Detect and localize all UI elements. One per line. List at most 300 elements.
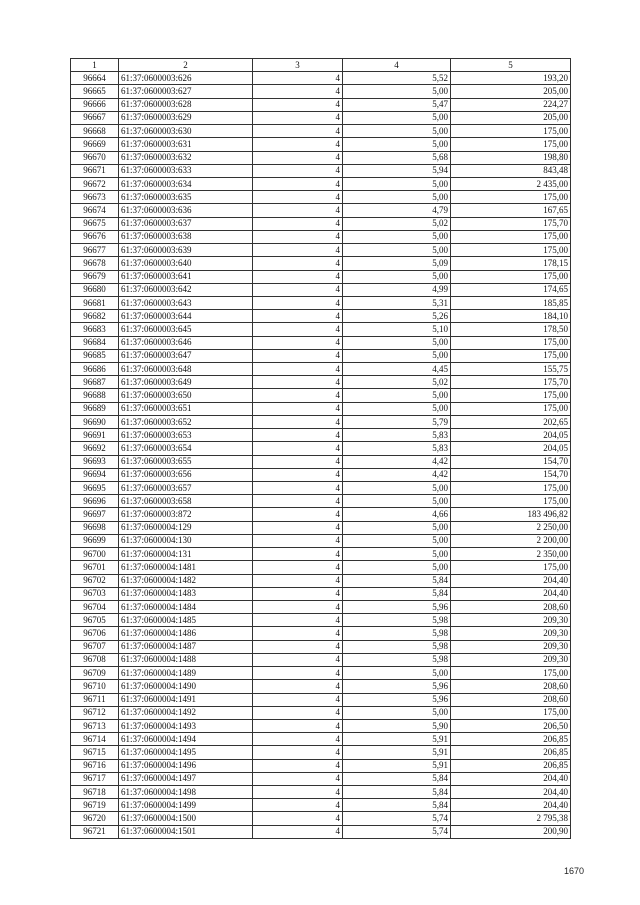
table-row: [71, 270, 571, 283]
amount-cell: 175,70: [451, 376, 571, 389]
table-row: [71, 125, 571, 138]
amount-cell: 155,75: [451, 363, 571, 376]
cadastral-number-cell: 61:37:0600004:1495: [119, 746, 253, 759]
amount-cell: 175,00: [451, 336, 571, 349]
amount-cell: 175,00: [451, 389, 571, 402]
class-cell: 4: [253, 733, 343, 746]
class-cell: 4: [253, 627, 343, 640]
row-number-cell: 96673: [71, 191, 119, 204]
value-cell: 5,00: [343, 389, 451, 402]
amount-cell: 178,15: [451, 257, 571, 270]
class-cell: 4: [253, 389, 343, 402]
class-cell: 4: [253, 164, 343, 177]
table-row: [71, 548, 571, 561]
row-number-cell: 96686: [71, 363, 119, 376]
amount-cell: 175,00: [451, 125, 571, 138]
value-cell: 5,96: [343, 680, 451, 693]
value-cell: 5,00: [343, 534, 451, 547]
table-row: [71, 693, 571, 706]
value-cell: 5,91: [343, 759, 451, 772]
amount-cell: 178,50: [451, 323, 571, 336]
class-cell: 4: [253, 640, 343, 653]
table-row: [71, 204, 571, 217]
row-number-cell: 96713: [71, 719, 119, 732]
cadastral-number-cell: 61:37:0600003:644: [119, 310, 253, 323]
value-cell: 5,02: [343, 217, 451, 230]
row-number-cell: 96707: [71, 640, 119, 653]
row-number-cell: 96716: [71, 759, 119, 772]
amount-cell: 224,27: [451, 98, 571, 111]
class-cell: 4: [253, 310, 343, 323]
cadastral-number-cell: 61:37:0600003:638: [119, 230, 253, 243]
amount-cell: 175,00: [451, 244, 571, 257]
amount-cell: 209,30: [451, 627, 571, 640]
class-cell: 4: [253, 363, 343, 376]
table-row: [71, 376, 571, 389]
amount-cell: 208,60: [451, 693, 571, 706]
table-row: [71, 429, 571, 442]
table-row: [71, 323, 571, 336]
amount-cell: 174,65: [451, 283, 571, 296]
value-cell: 5,84: [343, 587, 451, 600]
class-cell: 4: [253, 111, 343, 124]
cadastral-number-cell: 61:37:0600003:649: [119, 376, 253, 389]
header-row: [71, 59, 571, 72]
row-number-cell: 96679: [71, 270, 119, 283]
cadastral-number-cell: 61:37:0600003:631: [119, 138, 253, 151]
cadastral-number-cell: 61:37:0600003:639: [119, 244, 253, 257]
table-row: [71, 257, 571, 270]
class-cell: 4: [253, 336, 343, 349]
cadastral-number-cell: 61:37:0600004:1500: [119, 812, 253, 825]
amount-cell: 175,00: [451, 349, 571, 362]
value-cell: 5,84: [343, 772, 451, 785]
amount-cell: 175,00: [451, 230, 571, 243]
table-row: [71, 98, 571, 111]
amount-cell: 2 435,00: [451, 177, 571, 190]
row-number-cell: 96682: [71, 310, 119, 323]
table-row: [71, 244, 571, 257]
row-number-cell: 96691: [71, 429, 119, 442]
row-number-cell: 96683: [71, 323, 119, 336]
cadastral-number-cell: 61:37:0600003:647: [119, 349, 253, 362]
amount-cell: 200,90: [451, 825, 571, 838]
table-row: [71, 111, 571, 124]
cadastral-number-cell: 61:37:0600003:643: [119, 296, 253, 309]
value-cell: 5,74: [343, 825, 451, 838]
value-cell: 5,52: [343, 72, 451, 85]
row-number-cell: 96701: [71, 561, 119, 574]
row-number-cell: 96720: [71, 812, 119, 825]
amount-cell: 204,05: [451, 429, 571, 442]
page-number: 1670: [563, 866, 584, 876]
row-number-cell: 96670: [71, 151, 119, 164]
cadastral-number-cell: 61:37:0600003:636: [119, 204, 253, 217]
value-cell: 5,00: [343, 706, 451, 719]
class-cell: 4: [253, 600, 343, 613]
value-cell: 5,00: [343, 402, 451, 415]
row-number-cell: 96717: [71, 772, 119, 785]
row-number-cell: 96669: [71, 138, 119, 151]
class-cell: 4: [253, 667, 343, 680]
amount-cell: 2 200,00: [451, 534, 571, 547]
amount-cell: 175,00: [451, 482, 571, 495]
row-number-cell: 96668: [71, 125, 119, 138]
value-cell: 5,83: [343, 442, 451, 455]
cadastral-number-cell: 61:37:0600004:131: [119, 548, 253, 561]
table-row: [71, 402, 571, 415]
amount-cell: 175,00: [451, 270, 571, 283]
class-cell: 4: [253, 230, 343, 243]
table-row: [71, 825, 571, 838]
cadastral-number-cell: 61:37:0600003:628: [119, 98, 253, 111]
class-cell: 4: [253, 125, 343, 138]
class-cell: 4: [253, 548, 343, 561]
class-cell: 4: [253, 574, 343, 587]
cadastral-number-cell: 61:37:0600003:650: [119, 389, 253, 402]
cadastral-number-cell: 61:37:0600003:653: [119, 429, 253, 442]
class-cell: 4: [253, 680, 343, 693]
value-cell: 5,00: [343, 336, 451, 349]
table-row: [71, 521, 571, 534]
class-cell: 4: [253, 521, 343, 534]
table-row: [71, 495, 571, 508]
class-cell: 4: [253, 244, 343, 257]
amount-cell: 198,80: [451, 151, 571, 164]
value-cell: 5,98: [343, 627, 451, 640]
amount-cell: 183 496,82: [451, 508, 571, 521]
table-row: [71, 138, 571, 151]
value-cell: 5,91: [343, 733, 451, 746]
value-cell: 5,00: [343, 138, 451, 151]
class-cell: 4: [253, 429, 343, 442]
row-number-cell: 96672: [71, 177, 119, 190]
amount-cell: 206,50: [451, 719, 571, 732]
row-number-cell: 96710: [71, 680, 119, 693]
amount-cell: 206,85: [451, 759, 571, 772]
cadastral-number-cell: 61:37:0600003:648: [119, 363, 253, 376]
amount-cell: 193,20: [451, 72, 571, 85]
class-cell: 4: [253, 746, 343, 759]
row-number-cell: 96709: [71, 667, 119, 680]
cadastral-number-cell: 61:37:0600003:658: [119, 495, 253, 508]
cadastral-number-cell: 61:37:0600003:629: [119, 111, 253, 124]
row-number-cell: 96697: [71, 508, 119, 521]
amount-cell: 175,00: [451, 706, 571, 719]
class-cell: 4: [253, 587, 343, 600]
table-row: [71, 310, 571, 323]
amount-cell: 175,00: [451, 138, 571, 151]
cadastral-number-cell: 61:37:0600004:1491: [119, 693, 253, 706]
table-row: [71, 534, 571, 547]
value-cell: 4,99: [343, 283, 451, 296]
class-cell: 4: [253, 786, 343, 799]
table-row: [71, 72, 571, 85]
table-row: [71, 772, 571, 785]
class-cell: 4: [253, 257, 343, 270]
class-cell: 4: [253, 614, 343, 627]
cadastral-number-cell: 61:37:0600003:627: [119, 85, 253, 98]
row-number-cell: 96678: [71, 257, 119, 270]
class-cell: 4: [253, 402, 343, 415]
class-cell: 4: [253, 534, 343, 547]
class-cell: 4: [253, 455, 343, 468]
value-cell: 5,00: [343, 191, 451, 204]
table-row: [71, 759, 571, 772]
table-row: [71, 363, 571, 376]
value-cell: 5,10: [343, 323, 451, 336]
amount-cell: 185,85: [451, 296, 571, 309]
amount-cell: 208,60: [451, 680, 571, 693]
amount-cell: 2 350,00: [451, 548, 571, 561]
table-row: [71, 336, 571, 349]
class-cell: 4: [253, 759, 343, 772]
amount-cell: 205,00: [451, 85, 571, 98]
table-header: [71, 59, 571, 72]
class-cell: 4: [253, 482, 343, 495]
value-cell: 5,47: [343, 98, 451, 111]
value-cell: 5,00: [343, 667, 451, 680]
row-number-cell: 96681: [71, 296, 119, 309]
cadastral-number-cell: 61:37:0600003:635: [119, 191, 253, 204]
table-row: [71, 706, 571, 719]
class-cell: 4: [253, 719, 343, 732]
table-row: [71, 799, 571, 812]
table-row: [71, 640, 571, 653]
class-cell: 4: [253, 468, 343, 481]
header-col-3: 3: [253, 59, 343, 72]
value-cell: 5,98: [343, 653, 451, 666]
row-number-cell: 96685: [71, 349, 119, 362]
row-number-cell: 96687: [71, 376, 119, 389]
class-cell: 4: [253, 151, 343, 164]
class-cell: 4: [253, 270, 343, 283]
table-row: [71, 468, 571, 481]
cadastral-number-cell: 61:37:0600004:1485: [119, 614, 253, 627]
value-cell: 5,90: [343, 719, 451, 732]
row-number-cell: 96664: [71, 72, 119, 85]
amount-cell: 175,00: [451, 495, 571, 508]
table-row: [71, 786, 571, 799]
value-cell: 5,84: [343, 799, 451, 812]
row-number-cell: 96711: [71, 693, 119, 706]
cadastral-number-cell: 61:37:0600004:1497: [119, 772, 253, 785]
row-number-cell: 96704: [71, 600, 119, 613]
row-number-cell: 96677: [71, 244, 119, 257]
row-number-cell: 96721: [71, 825, 119, 838]
header-col-1: 1: [71, 59, 119, 72]
cadastral-number-cell: 61:37:0600004:1492: [119, 706, 253, 719]
row-number-cell: 96667: [71, 111, 119, 124]
row-number-cell: 96715: [71, 746, 119, 759]
amount-cell: 2 795,38: [451, 812, 571, 825]
class-cell: 4: [253, 825, 343, 838]
amount-cell: 154,70: [451, 455, 571, 468]
cadastral-number-cell: 61:37:0600003:641: [119, 270, 253, 283]
row-number-cell: 96665: [71, 85, 119, 98]
amount-cell: 204,40: [451, 786, 571, 799]
amount-cell: 202,65: [451, 415, 571, 428]
value-cell: 5,74: [343, 812, 451, 825]
cadastral-number-cell: 61:37:0600004:1488: [119, 653, 253, 666]
class-cell: 4: [253, 772, 343, 785]
row-number-cell: 96692: [71, 442, 119, 455]
value-cell: 5,98: [343, 640, 451, 653]
row-number-cell: 96708: [71, 653, 119, 666]
class-cell: 4: [253, 508, 343, 521]
cadastral-number-cell: 61:37:0600003:634: [119, 177, 253, 190]
value-cell: 5,84: [343, 574, 451, 587]
cadastral-number-cell: 61:37:0600004:130: [119, 534, 253, 547]
value-cell: 5,96: [343, 600, 451, 613]
table-row: [71, 217, 571, 230]
table-row: [71, 455, 571, 468]
value-cell: 5,91: [343, 746, 451, 759]
amount-cell: 2 250,00: [451, 521, 571, 534]
cadastral-number-cell: 61:37:0600003:651: [119, 402, 253, 415]
row-number-cell: 96719: [71, 799, 119, 812]
class-cell: 4: [253, 72, 343, 85]
header-col-5: 5: [451, 59, 571, 72]
row-number-cell: 96705: [71, 614, 119, 627]
amount-cell: 208,60: [451, 600, 571, 613]
value-cell: 5,00: [343, 495, 451, 508]
cadastral-number-cell: 61:37:0600004:1484: [119, 600, 253, 613]
table-row: [71, 614, 571, 627]
header-col-2: 2: [119, 59, 253, 72]
row-number-cell: 96696: [71, 495, 119, 508]
class-cell: 4: [253, 495, 343, 508]
cadastral-table: [70, 58, 571, 839]
value-cell: 4,42: [343, 468, 451, 481]
table-row: [71, 653, 571, 666]
row-number-cell: 96671: [71, 164, 119, 177]
value-cell: 5,84: [343, 786, 451, 799]
table-row: [71, 746, 571, 759]
row-number-cell: 96688: [71, 389, 119, 402]
class-cell: 4: [253, 217, 343, 230]
class-cell: 4: [253, 283, 343, 296]
class-cell: 4: [253, 812, 343, 825]
cadastral-number-cell: 61:37:0600003:654: [119, 442, 253, 455]
row-number-cell: 96690: [71, 415, 119, 428]
table-row: [71, 442, 571, 455]
row-number-cell: 96714: [71, 733, 119, 746]
amount-cell: 843,48: [451, 164, 571, 177]
row-number-cell: 96693: [71, 455, 119, 468]
value-cell: 5,68: [343, 151, 451, 164]
class-cell: 4: [253, 296, 343, 309]
value-cell: 5,00: [343, 548, 451, 561]
header-col-4: 4: [343, 59, 451, 72]
class-cell: 4: [253, 415, 343, 428]
cadastral-number-cell: 61:37:0600004:1482: [119, 574, 253, 587]
table-row: [71, 680, 571, 693]
cadastral-number-cell: 61:37:0600003:657: [119, 482, 253, 495]
value-cell: 5,26: [343, 310, 451, 323]
table-row: [71, 296, 571, 309]
value-cell: 5,83: [343, 429, 451, 442]
value-cell: 4,45: [343, 363, 451, 376]
table-row: [71, 415, 571, 428]
value-cell: 5,09: [343, 257, 451, 270]
cadastral-number-cell: 61:37:0600004:1487: [119, 640, 253, 653]
class-cell: 4: [253, 376, 343, 389]
cadastral-number-cell: 61:37:0600003:656: [119, 468, 253, 481]
amount-cell: 204,05: [451, 442, 571, 455]
amount-cell: 184,10: [451, 310, 571, 323]
value-cell: 5,00: [343, 85, 451, 98]
cadastral-number-cell: 61:37:0600003:646: [119, 336, 253, 349]
table-row: [71, 177, 571, 190]
value-cell: 5,96: [343, 693, 451, 706]
cadastral-number-cell: 61:37:0600003:872: [119, 508, 253, 521]
cadastral-number-cell: 61:37:0600003:652: [119, 415, 253, 428]
row-number-cell: 96695: [71, 482, 119, 495]
cadastral-number-cell: 61:37:0600003:640: [119, 257, 253, 270]
amount-cell: 209,30: [451, 640, 571, 653]
value-cell: 5,00: [343, 111, 451, 124]
amount-cell: 209,30: [451, 653, 571, 666]
row-number-cell: 96684: [71, 336, 119, 349]
table-row: [71, 283, 571, 296]
cadastral-number-cell: 61:37:0600004:1496: [119, 759, 253, 772]
cadastral-number-cell: 61:37:0600004:1490: [119, 680, 253, 693]
value-cell: 5,00: [343, 270, 451, 283]
class-cell: 4: [253, 138, 343, 151]
amount-cell: 175,00: [451, 191, 571, 204]
class-cell: 4: [253, 349, 343, 362]
row-number-cell: 96700: [71, 548, 119, 561]
table-row: [71, 151, 571, 164]
row-number-cell: 96666: [71, 98, 119, 111]
cadastral-number-cell: 61:37:0600003:645: [119, 323, 253, 336]
amount-cell: 209,30: [451, 614, 571, 627]
cadastral-number-cell: 61:37:0600004:1493: [119, 719, 253, 732]
table-row: [71, 600, 571, 613]
amount-cell: 154,70: [451, 468, 571, 481]
row-number-cell: 96676: [71, 230, 119, 243]
table-row: [71, 627, 571, 640]
cadastral-number-cell: 61:37:0600004:1483: [119, 587, 253, 600]
cadastral-number-cell: 61:37:0600004:1494: [119, 733, 253, 746]
table-row: [71, 389, 571, 402]
value-cell: 5,00: [343, 177, 451, 190]
class-cell: 4: [253, 98, 343, 111]
row-number-cell: 96718: [71, 786, 119, 799]
amount-cell: 204,40: [451, 574, 571, 587]
row-number-cell: 96675: [71, 217, 119, 230]
cadastral-number-cell: 61:37:0600003:626: [119, 72, 253, 85]
value-cell: 5,00: [343, 125, 451, 138]
cadastral-number-cell: 61:37:0600003:633: [119, 164, 253, 177]
value-cell: 5,31: [343, 296, 451, 309]
table-row: [71, 482, 571, 495]
table-row: [71, 733, 571, 746]
amount-cell: 205,00: [451, 111, 571, 124]
class-cell: 4: [253, 85, 343, 98]
value-cell: 5,00: [343, 349, 451, 362]
class-cell: 4: [253, 693, 343, 706]
cadastral-number-cell: 61:37:0600004:1501: [119, 825, 253, 838]
cadastral-number-cell: 61:37:0600004:1499: [119, 799, 253, 812]
class-cell: 4: [253, 204, 343, 217]
class-cell: 4: [253, 561, 343, 574]
amount-cell: 175,00: [451, 402, 571, 415]
value-cell: 5,00: [343, 230, 451, 243]
class-cell: 4: [253, 442, 343, 455]
row-number-cell: 96706: [71, 627, 119, 640]
